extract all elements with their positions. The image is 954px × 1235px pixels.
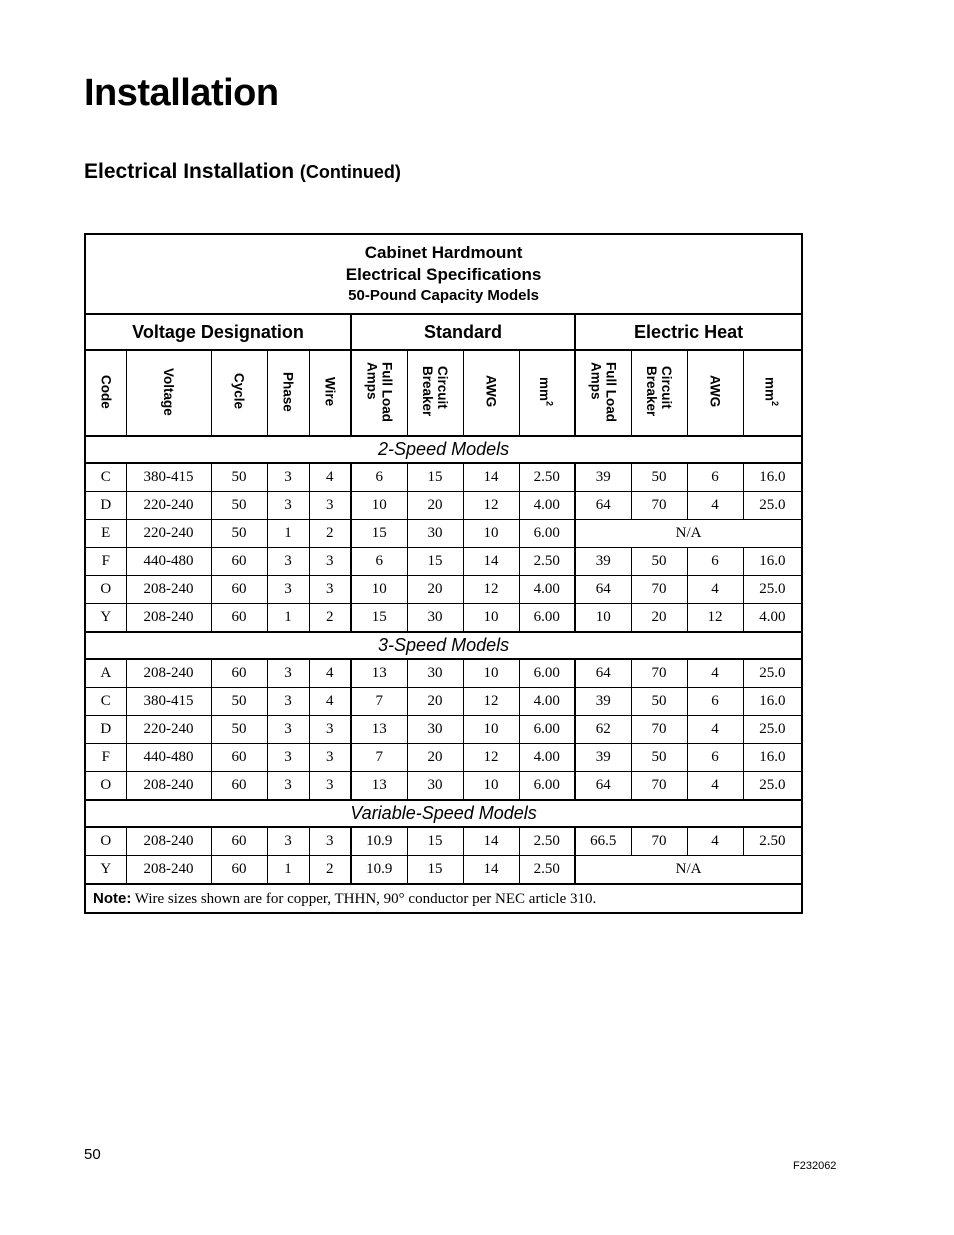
table-row [85, 604, 802, 633]
table-cell: 13 [351, 772, 407, 801]
table-cell: 1 [267, 520, 309, 548]
table-cell: 30 [407, 659, 463, 688]
table-cell: 14 [463, 856, 519, 885]
table-cell: 3 [309, 716, 351, 744]
table-row [85, 744, 802, 772]
table-cell: 380-415 [126, 688, 211, 716]
table-cell: 39 [575, 463, 631, 492]
table-cell: 6.00 [519, 716, 575, 744]
mm-sup: 2 [544, 401, 555, 407]
table-row [85, 856, 802, 885]
table-cell: 2.50 [519, 548, 575, 576]
table-cell: 6 [687, 463, 743, 492]
table-cell: 220-240 [126, 520, 211, 548]
table-cell: 2 [309, 856, 351, 885]
table-cell: 10 [463, 772, 519, 801]
table-cell: 7 [351, 688, 407, 716]
table-cell: 440-480 [126, 548, 211, 576]
table-cell: 20 [407, 744, 463, 772]
col-header-std-awg [463, 350, 519, 436]
table-cell: 6 [351, 548, 407, 576]
table-cell: D [85, 492, 126, 520]
table-cell: 3 [267, 827, 309, 856]
col-header-std-awg-text: AWG [483, 375, 499, 408]
table-cell: O [85, 827, 126, 856]
table-cell: 10 [463, 716, 519, 744]
table-cell: 12 [687, 604, 743, 633]
table-row [85, 827, 802, 856]
table-cell: 50 [211, 688, 267, 716]
table-cell: 220-240 [126, 716, 211, 744]
table-cell: 30 [407, 716, 463, 744]
table-row [85, 716, 802, 744]
table-cell: 10.9 [351, 856, 407, 885]
section-header: 3-Speed Models [85, 632, 802, 659]
table-cell: 6.00 [519, 604, 575, 633]
table-cell: 440-480 [126, 744, 211, 772]
table-cell: 50 [211, 716, 267, 744]
table-cell: N/A [575, 856, 802, 885]
table-cell: 2 [309, 520, 351, 548]
electrical-spec-table [84, 233, 803, 914]
table-cell: 14 [463, 548, 519, 576]
col-header-std-fla-text: Full Load Amps [364, 361, 395, 422]
table-cell: E [85, 520, 126, 548]
table-cell: 6.00 [519, 659, 575, 688]
table-cell: 3 [309, 576, 351, 604]
col-header-heat-mm2-text [763, 377, 783, 406]
table-cell: 70 [631, 772, 687, 801]
table-title-line-3: 50-Pound Capacity Models [348, 287, 540, 304]
col-header-heat-mm2 [743, 350, 802, 436]
table-cell: 3 [267, 659, 309, 688]
table-cell: 208-240 [126, 856, 211, 885]
mm-unit: mm [537, 376, 552, 401]
table-cell: F [85, 744, 126, 772]
table-cell: 10 [463, 659, 519, 688]
table-cell: 6 [351, 463, 407, 492]
table-cell: 3 [309, 827, 351, 856]
note-text: Wire sizes shown are for copper, THHN, 90° conductor per NEC article 310. [131, 890, 597, 907]
table-cell: 3 [267, 576, 309, 604]
table-row [85, 576, 802, 604]
table-cell: 10 [463, 604, 519, 633]
table-cell: 208-240 [126, 659, 211, 688]
table-cell: 3 [309, 772, 351, 801]
table-row [85, 520, 802, 548]
col-header-std-fla [351, 350, 407, 436]
table-cell: 20 [407, 688, 463, 716]
group-header-electric-heat: Electric Heat [575, 314, 802, 350]
table-cell: 12 [463, 492, 519, 520]
table-cell: 4 [309, 659, 351, 688]
table-title-line-1: Cabinet Hardmount [364, 243, 523, 262]
table-cell: 4.00 [743, 604, 802, 633]
mm-unit: mm [762, 376, 778, 401]
table-row [85, 772, 802, 801]
table-row [85, 688, 802, 716]
table-cell: 7 [351, 744, 407, 772]
table-cell: 4.00 [519, 492, 575, 520]
section-title-suffix: (Continued) [299, 162, 401, 182]
section-header: 2-Speed Models [85, 436, 802, 463]
table-cell: 64 [575, 772, 631, 801]
col-header-std-mm2 [519, 350, 575, 436]
table-cell: 4 [687, 716, 743, 744]
table-cell: 70 [631, 827, 687, 856]
table-title [85, 234, 802, 314]
table-cell: 208-240 [126, 772, 211, 801]
table-cell: O [85, 576, 126, 604]
table-cell: 60 [211, 604, 267, 633]
table-cell: 60 [211, 659, 267, 688]
table-cell: D [85, 716, 126, 744]
table-cell: 14 [463, 463, 519, 492]
table-cell: 15 [407, 827, 463, 856]
table-cell: 208-240 [126, 827, 211, 856]
table-cell: 6 [687, 688, 743, 716]
table-cell: 30 [407, 520, 463, 548]
col-header-code-text: Code [98, 374, 114, 409]
table-cell: 2.50 [743, 827, 802, 856]
table-cell: 3 [267, 744, 309, 772]
table-cell: 30 [407, 604, 463, 633]
col-header-std-breaker-text: Circuit Breaker [420, 366, 450, 417]
section-title [84, 160, 401, 184]
table-cell: 6.00 [519, 772, 575, 801]
col-header-heat-breaker [631, 350, 687, 436]
group-header-voltage: Voltage Designation [85, 314, 351, 350]
table-cell: 50 [631, 463, 687, 492]
table-cell: 25.0 [743, 492, 802, 520]
table-cell: 4 [309, 688, 351, 716]
table-cell: 15 [351, 520, 407, 548]
col-header-phase-text: Phase [280, 371, 296, 412]
table-cell: 60 [211, 772, 267, 801]
table-cell: 1 [267, 604, 309, 633]
table-cell: 60 [211, 856, 267, 885]
table-cell: 60 [211, 548, 267, 576]
table-cell: 3 [267, 772, 309, 801]
table-cell: 25.0 [743, 659, 802, 688]
table-cell: 2.50 [519, 827, 575, 856]
table-cell: 39 [575, 744, 631, 772]
col-header-phase [267, 350, 309, 436]
table-note [85, 884, 802, 913]
col-header-heat-awg-text: AWG [707, 375, 723, 408]
table-cell: 50 [211, 520, 267, 548]
table-cell: 25.0 [743, 716, 802, 744]
table-cell: 20 [407, 492, 463, 520]
table-cell: 60 [211, 744, 267, 772]
table-cell: 50 [631, 548, 687, 576]
col-header-heat-fla [575, 350, 631, 436]
table-cell: 16.0 [743, 744, 802, 772]
table-cell: 4 [309, 463, 351, 492]
table-cell: C [85, 463, 126, 492]
table-cell: 30 [407, 772, 463, 801]
table-cell: 12 [463, 744, 519, 772]
table-cell: 25.0 [743, 772, 802, 801]
table-cell: 15 [407, 856, 463, 885]
table-cell: 39 [575, 688, 631, 716]
table-cell: 16.0 [743, 463, 802, 492]
table-cell: 64 [575, 659, 631, 688]
table-cell: 4 [687, 772, 743, 801]
table-cell: 6 [687, 744, 743, 772]
table-cell: 380-415 [126, 463, 211, 492]
col-header-std-breaker [407, 350, 463, 436]
table-cell: 13 [351, 659, 407, 688]
col-header-heat-breaker-text: Circuit Breaker [644, 366, 674, 417]
table-cell: 12 [463, 576, 519, 604]
table-cell: 220-240 [126, 492, 211, 520]
note-label: Note: [93, 889, 132, 907]
table-cell: 3 [267, 688, 309, 716]
section-header: Variable-Speed Models [85, 800, 802, 827]
table-cell: 60 [211, 827, 267, 856]
table-cell: 16.0 [743, 548, 802, 576]
col-header-voltage-text: Voltage [161, 367, 176, 416]
table-cell: 4.00 [519, 688, 575, 716]
table-cell: 62 [575, 716, 631, 744]
table-cell: 1 [267, 856, 309, 885]
table-cell: 10 [575, 604, 631, 633]
table-cell: 50 [211, 463, 267, 492]
col-header-heat-fla-text: Full Load Amps [588, 361, 619, 422]
table-cell: 3 [309, 744, 351, 772]
table-cell: 70 [631, 716, 687, 744]
table-cell: 10 [463, 520, 519, 548]
table-cell: 3 [309, 548, 351, 576]
table-row [85, 548, 802, 576]
table-cell: 64 [575, 492, 631, 520]
table-cell: 16.0 [743, 688, 802, 716]
table-cell: 39 [575, 548, 631, 576]
table-cell: 10 [351, 492, 407, 520]
table-cell: 50 [211, 492, 267, 520]
table-cell: 3 [309, 492, 351, 520]
table-title-line-2: Electrical Specifications [345, 265, 542, 284]
table-cell: A [85, 659, 126, 688]
table-cell: 25.0 [743, 576, 802, 604]
table-cell: 10 [351, 576, 407, 604]
table-cell: 15 [407, 463, 463, 492]
table-cell: 64 [575, 576, 631, 604]
table-cell: 4 [687, 659, 743, 688]
col-header-wire-text: Wire [322, 376, 338, 407]
table-cell: 3 [267, 492, 309, 520]
table-cell: O [85, 772, 126, 801]
table-cell: 6.00 [519, 520, 575, 548]
table-row [85, 492, 802, 520]
table-cell: 4.00 [519, 576, 575, 604]
table-row [85, 659, 802, 688]
table-cell: 66.5 [575, 827, 631, 856]
mm-sup: 2 [770, 401, 781, 407]
col-header-cycle [211, 350, 267, 436]
col-header-heat-awg [687, 350, 743, 436]
table-cell: 6 [687, 548, 743, 576]
section-title-text: Electrical Installation [84, 160, 295, 183]
table-cell: 12 [463, 688, 519, 716]
table-cell: 3 [267, 716, 309, 744]
table-cell: 60 [211, 576, 267, 604]
table-cell: N/A [575, 520, 802, 548]
table-cell: 4 [687, 492, 743, 520]
document-id: F232062 [793, 1160, 837, 1172]
table-cell: 2.50 [519, 856, 575, 885]
col-header-voltage [126, 350, 211, 436]
table-cell: 2 [309, 604, 351, 633]
table-cell: C [85, 688, 126, 716]
table-cell: Y [85, 604, 126, 633]
table-cell: 20 [631, 604, 687, 633]
page-number: 50 [84, 1146, 101, 1163]
table-cell: 14 [463, 827, 519, 856]
table-row [85, 463, 802, 492]
table-cell: 3 [267, 548, 309, 576]
col-header-wire [309, 350, 351, 436]
col-header-cycle-text: Cycle [231, 373, 247, 410]
table-cell: 4 [687, 827, 743, 856]
page-title: Installation [84, 72, 279, 114]
table-cell: Y [85, 856, 126, 885]
group-header-standard: Standard [351, 314, 575, 350]
table-cell: 50 [631, 688, 687, 716]
table-cell: 70 [631, 492, 687, 520]
col-header-code [85, 350, 126, 436]
table-cell: 4.00 [519, 744, 575, 772]
table-cell: 2.50 [519, 463, 575, 492]
table-cell: 50 [631, 744, 687, 772]
table-cell: 3 [267, 463, 309, 492]
table-cell: 4 [687, 576, 743, 604]
table-cell: 70 [631, 576, 687, 604]
table-cell: 208-240 [126, 604, 211, 633]
table-cell: 15 [351, 604, 407, 633]
table-cell: 10.9 [351, 827, 407, 856]
table-cell: 13 [351, 716, 407, 744]
table-cell: 208-240 [126, 576, 211, 604]
col-header-std-mm2-text [537, 377, 557, 406]
table-cell: 70 [631, 659, 687, 688]
table-cell: 20 [407, 576, 463, 604]
table-cell: F [85, 548, 126, 576]
table-cell: 15 [407, 548, 463, 576]
